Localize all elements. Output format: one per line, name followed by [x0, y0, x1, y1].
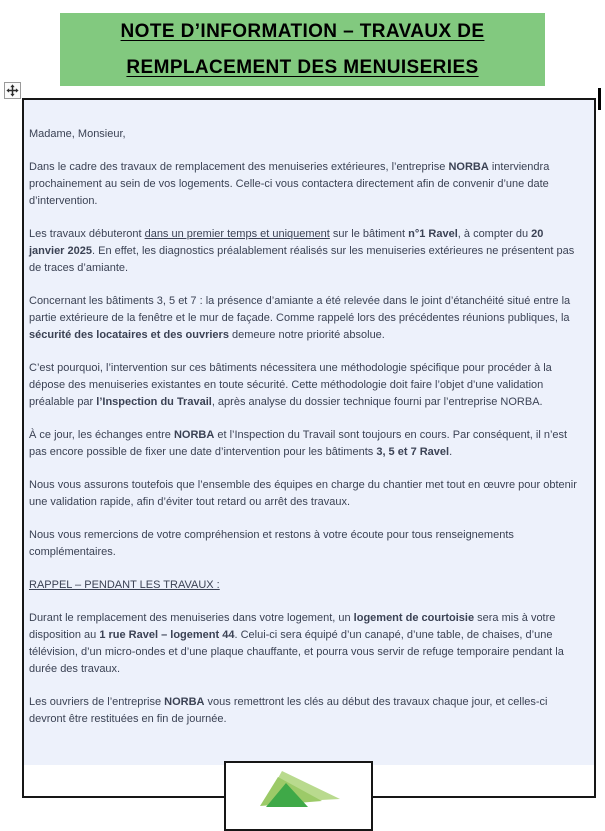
- page-title-line-1: NOTE D’INFORMATION – TRAVAUX DE: [120, 20, 485, 42]
- move-icon: [6, 84, 19, 97]
- paragraph-thanks: Nous vous remercions de votre compréhension et restons à votre écoute pour tous renseignements complémentaires.: [29, 529, 517, 558]
- letter-body: [24, 100, 594, 728]
- paragraph-schedule: Les travaux débuteront dans un premier temps et uniquement sur le bâtiment n°1 Ravel, à compter du 20 janvier 2025. En effet, les diagnostics préalablement réalisés sur les menuiseries extérieures ne présentent pas de traces d’amiante.: [29, 228, 578, 274]
- paragraph-courtesy-flat: Durant le remplacement des menuiseries dans votre logement, un logement de courtoisie sera mis à votre disposition au 1 rue Ravel – logement 44. Celui-ci sera équipé d’un canapé, d’une table, de chaises, d’une télévision, d’un micro-ondes et d’une plaque chauffante, et pourra vous servir de refuge temporaire pendant la durée des travaux.: [29, 612, 567, 675]
- paragraph-assurance: Nous vous assurons toutefois que l’ensemble des équipes en charge du chantier met tout en œuvre pour obtenir une validation rapide, afin d’éviter tout retard ou arrêt des travaux.: [29, 479, 580, 508]
- heading-rappel: RAPPEL – PENDANT LES TRAVAUX :: [29, 579, 220, 591]
- page-title-line-2: REMPLACEMENT DES MENUISERIES: [126, 56, 479, 78]
- move-handle[interactable]: [4, 82, 21, 99]
- note-title-banner: [60, 13, 545, 86]
- company-logo-box[interactable]: [224, 761, 373, 831]
- green-logo-icon: [244, 769, 354, 829]
- paragraph-inspection: À ce jour, les échanges entre NORBA et l’Inspection du Travail sont toujours en cours. Par conséquent, il n’est pas encore possible de fixer une date d’intervention pour les bâtiments 3, 5 et 7 Ravel.: [29, 429, 571, 458]
- letter-text-frame[interactable]: [22, 98, 596, 798]
- text-cursor-mark: [598, 88, 601, 110]
- paragraph-methodology: C’est pourquoi, l’intervention sur ces bâtiments nécessitera une méthodologie spécifique pour procéder à la dépose des menuiseries existantes en toute sécurité. Cette méthodologie doit faire l’objet d’une validation préalable par l’Inspection du Travail, après analyse du dossier technique fourni par l’entreprise NORBA.: [29, 362, 555, 408]
- paragraph-asbestos: Concernant les bâtiments 3, 5 et 7 : la présence d’amiante a été relevée dans le joint d’étanchéité situé entre la partie extérieure de la fenêtre et le mur de façade. Comme rappelé lors des précédentes réunions publiques, la sécurité des locataires et des ouvriers demeure notre priorité absolue.: [29, 295, 574, 341]
- paragraph-keys: Les ouvriers de l’entreprise NORBA vous remettront les clés au début des travaux chaque jour, et celles-ci devront être restituées en fin de journée.: [29, 696, 551, 725]
- paragraph-intro: Dans le cadre des travaux de remplacement des menuiseries extérieures, l’entreprise NORBA interviendra prochainement au sein de vos logements. Celle-ci vous contactera directement afin de convenir d’une date d’intervention.: [29, 161, 553, 207]
- paragraph-salutation: Madame, Monsieur,: [29, 128, 126, 140]
